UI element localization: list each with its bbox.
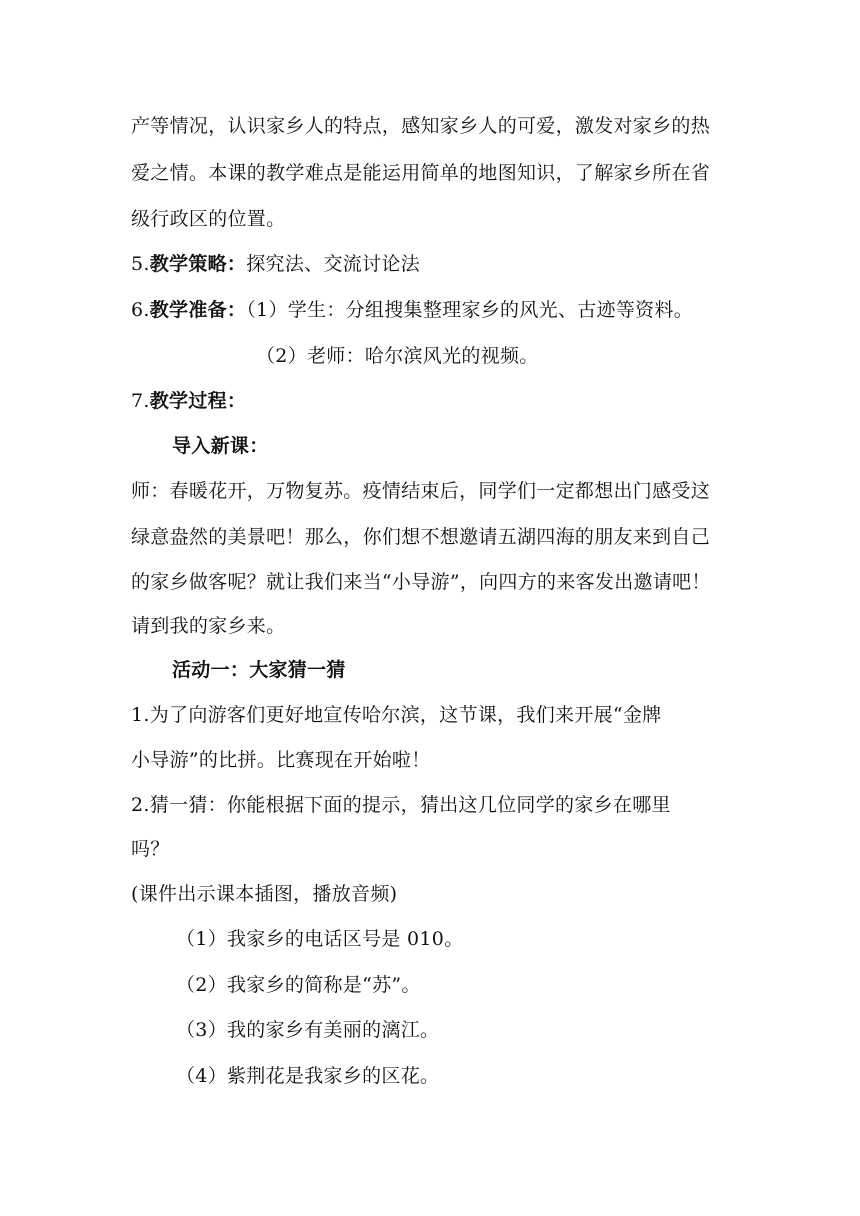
activity-point-1-line-2: 小导游”的比拼。比赛现在开始啦！ xyxy=(131,749,431,771)
section-heading-intro: 导入新课： xyxy=(172,435,269,457)
intro-line-2: 爱之情。本课的教学难点是能运用简单的地图知识，了解家乡所在省 xyxy=(131,162,711,184)
intro-paragraph-line-2: 绿意盎然的美景吧！那么，你们想不想邀请五湖四海的朋友来到自己 xyxy=(131,526,711,548)
intro-paragraph-line-1: 师：春暖花开，万物复苏。疫情结束后，同学们一定都想出门感受这 xyxy=(131,480,711,502)
clue-item: （4）紫荆花是我家乡的区花。 xyxy=(176,1065,440,1087)
item-label: 教学准备： xyxy=(149,299,247,321)
item-number: 7. xyxy=(131,390,150,412)
intro-paragraph-line-4: 请到我的家乡来。 xyxy=(131,615,286,637)
item-text: （1）学生：分组搜集整理家乡的风光、古迹等资料。 xyxy=(246,299,694,321)
activity-point-1-line-1: 1.为了向游客们更好地宣传哈尔滨，这节课，我们来开展“金牌 xyxy=(131,704,662,726)
item-teaching-preparation-line-2: （2）老师：哈尔滨风光的视频。 xyxy=(256,345,539,367)
intro-line-1: 产等情况，认识家乡人的特点，感知家乡人的可爱，激发对家乡的热 xyxy=(131,115,711,137)
item-text: 探究法、交流讨论法 xyxy=(246,253,420,275)
intro-line-3: 级行政区的位置。 xyxy=(131,208,286,230)
item-label: 教学过程： xyxy=(149,390,247,412)
courseware-note: (课件出示课本插图，播放音频) xyxy=(131,883,398,905)
intro-paragraph-line-3: 的家乡做客呢？就让我们来当“小导游”，向四方的来客发出邀请吧！ xyxy=(131,571,711,593)
clue-item: （2）我家乡的简称是“苏”。 xyxy=(176,974,421,996)
item-teaching-process xyxy=(131,389,246,413)
activity-point-2-line-1: 2.猜一猜：你能根据下面的提示，猜出这几位同学的家乡在哪里 xyxy=(131,794,671,816)
item-label: 教学策略： xyxy=(149,253,247,275)
item-teaching-strategy xyxy=(131,252,420,276)
item-teaching-preparation xyxy=(131,298,693,322)
clue-item: （3）我的家乡有美丽的漓江。 xyxy=(176,1019,440,1041)
section-heading-activity-1: 活动一：大家猜一猜 xyxy=(172,659,346,681)
clue-item: （1）我家乡的电话区号是 010。 xyxy=(176,928,464,950)
activity-point-2-line-2: 吗？ xyxy=(131,838,170,860)
item-number: 5. xyxy=(131,253,150,275)
item-number: 6. xyxy=(131,299,150,321)
